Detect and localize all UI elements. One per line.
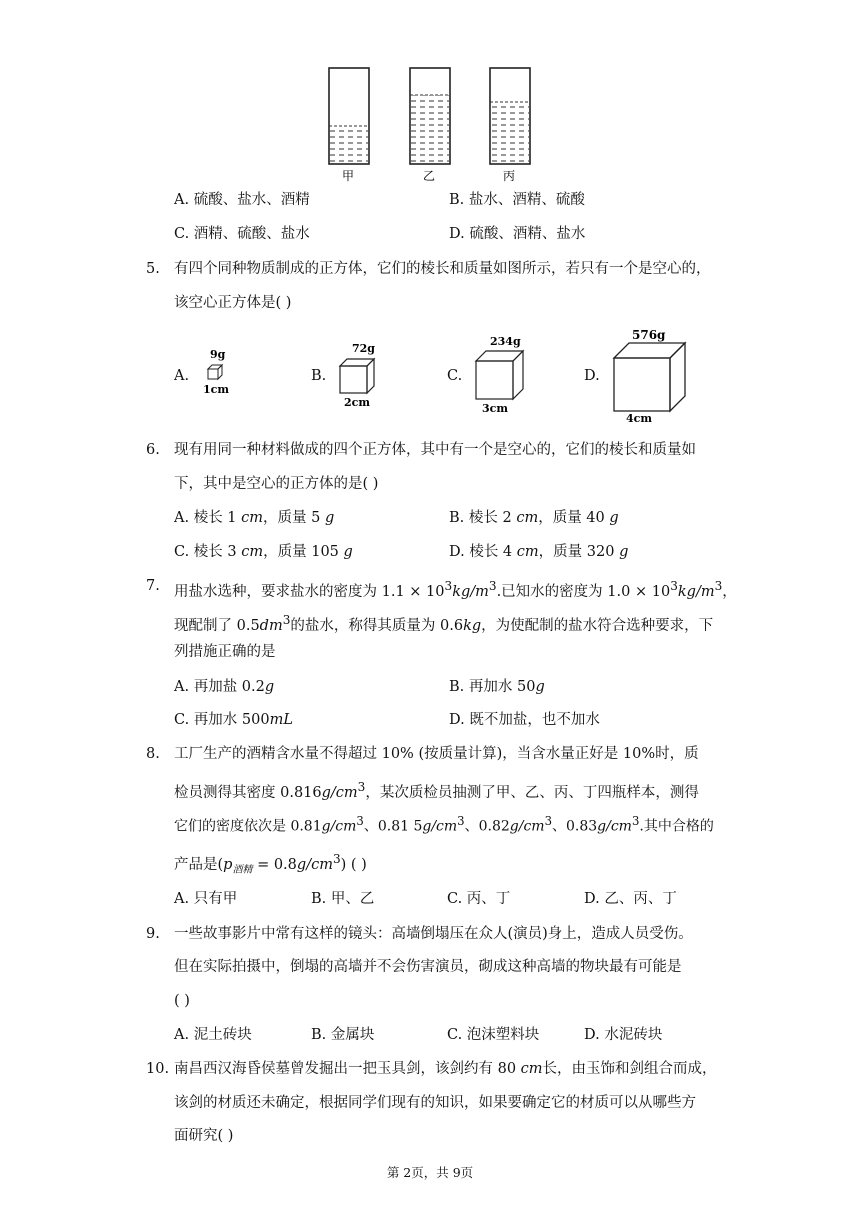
cube-edge-label: 3cm xyxy=(482,402,508,415)
q5-number: 5. xyxy=(146,261,160,277)
q7-stem-line1: 用盐水选种，要求盐水的密度为 $1.1 \times 10^3kg/m^3$.已知水的密度为 $1.0 \times 10^3kg/m^3$， xyxy=(174,579,737,600)
option-text: A. 再加盐 0.2 xyxy=(174,679,265,695)
q10-stem-line3: 面研究( ) xyxy=(174,1128,234,1144)
q10-stem-line2: 该剑的材质还未确定，根据同学们现有的知识，如果要确定它的材质可以从哪些方 xyxy=(174,1095,696,1111)
q5-stem-line1: 有四个同种物质制成的正方体，它们的棱长和质量如图所示，若只有一个是空心的， xyxy=(174,261,711,277)
q9-stem-line3: ( ) xyxy=(174,993,190,1009)
cube-mass-label: 576g xyxy=(632,328,666,342)
q5-cube-d xyxy=(606,325,696,425)
q8-stem-line3: 它们的密度依次是 $0.81g/cm^3$、0.81 $5g/cm^3$、$0.82g/cm^3$、$0.83g/cm^3$.其中合格的 xyxy=(174,814,714,835)
q5-option-a-letter[interactable]: A. xyxy=(174,368,190,384)
q7-stem-line3: 列措施正确的是 xyxy=(174,644,276,660)
q4-option-a[interactable] xyxy=(174,190,310,210)
q4-option-b[interactable] xyxy=(449,190,585,210)
cube-edge-label: 2cm xyxy=(344,396,370,409)
q6-option-c[interactable] xyxy=(174,542,353,562)
q6-stem-line2: 下，其中是空心的正方体的是( ) xyxy=(174,476,379,492)
q8-option-a[interactable]: A. 只有甲 xyxy=(174,891,238,907)
beaker-jia xyxy=(329,68,369,164)
unit: g xyxy=(619,544,629,560)
page-footer: 第 2页，共 9页 xyxy=(386,1165,474,1180)
beaker-label-bing: 丙 xyxy=(503,169,516,183)
q6-option-b[interactable] xyxy=(449,508,619,528)
q8-option-b[interactable]: B. 甲、乙 xyxy=(311,891,375,907)
beaker-label-jia: 甲 xyxy=(342,169,355,183)
q8-number: 8. xyxy=(146,746,160,762)
q9-number: 9. xyxy=(146,926,160,942)
q5-cube-a xyxy=(198,345,238,397)
q5-option-c-letter[interactable]: C. xyxy=(447,368,463,384)
q6-option-d[interactable] xyxy=(449,542,628,562)
option-text: D. 棱长 4 xyxy=(449,544,517,560)
unit: g xyxy=(535,679,545,695)
option-text: 硫酸、盐水、酒精 xyxy=(193,192,310,208)
q4-option-d[interactable] xyxy=(449,224,585,244)
unit: cm xyxy=(516,544,539,560)
cube-edge-label: 4cm xyxy=(626,412,652,425)
cube-mass-label: 72g xyxy=(352,342,375,355)
beaker-bing xyxy=(490,68,530,164)
q7-stem-line2: 现配制了 $0.5dm^3$的盐水，称得其质量为 0.6kg，为使配制的盐水符合选种要求，下 xyxy=(174,613,714,634)
option-letter: B. xyxy=(449,192,465,208)
beaker-label-yi: 乙 xyxy=(423,169,436,183)
option-text: ，质量 105 xyxy=(263,544,344,560)
q9-option-a[interactable]: A. 泥土砖块 xyxy=(174,1027,252,1043)
q8-stem-line1: 工厂生产的酒精含水量不得超过 10% (按质量计算)，当含水量正好是 10%时，质 xyxy=(174,746,699,762)
cube-edge-label: 1cm xyxy=(203,383,229,396)
cube-mass-label: 9g xyxy=(210,348,226,361)
q6-stem-line1: 现有用同一种材料做成的四个正方体，其中有一个是空心的，它们的棱长和质量如 xyxy=(174,442,696,458)
option-text: ，质量 5 xyxy=(263,510,325,526)
q8-stem-line2: 检员测得其密度 $0.816g/cm^3$，某次质检员抽测了甲、乙、丙、丁四瓶样本，测得 xyxy=(174,780,699,801)
q5-option-b-letter[interactable]: B. xyxy=(311,368,327,384)
q7-option-d[interactable]: D. 既不加盐，也不加水 xyxy=(449,712,600,728)
option-text: B. 再加水 50 xyxy=(449,679,536,695)
option-text: B. 棱长 2 xyxy=(449,510,517,526)
q5-option-d-letter[interactable]: D. xyxy=(584,368,600,384)
q9-stem-line1: 一些故事影片中常有这样的镜头：高墙倒塌压在众人(演员)身上，造成人员受伤。 xyxy=(174,926,693,942)
option-text: 硫酸、酒精、盐水 xyxy=(469,226,586,242)
option-letter: D. xyxy=(449,226,465,242)
option-text: C. 棱长 3 xyxy=(174,544,242,560)
unit: cm xyxy=(241,510,264,526)
q7-option-c[interactable] xyxy=(174,710,293,730)
q5-stem-line2: 该空心正方体是( ) xyxy=(174,295,292,311)
option-text: A. 棱长 1 xyxy=(174,510,242,526)
unit: g xyxy=(264,679,275,695)
q7-option-b[interactable] xyxy=(449,677,545,697)
unit: g xyxy=(609,510,619,526)
q6-number: 6. xyxy=(146,442,160,458)
q10-stem-line1: 南昌西汉海昏侯墓曾发掘出一把玉具剑，该剑约有 80 cm长，由玉饰和剑组合而成， xyxy=(174,1061,717,1077)
beakers-figure xyxy=(320,62,560,186)
q5-cube-c xyxy=(470,333,530,417)
q9-option-c[interactable]: C. 泡沫塑料块 xyxy=(447,1027,540,1043)
q4-option-c[interactable] xyxy=(174,224,310,244)
option-text: ，质量 40 xyxy=(538,510,610,526)
q8-stem-line4: 产品是$(p_{酒精} = 0.8g/cm^3)$ ( ) xyxy=(174,852,367,876)
beaker-yi xyxy=(410,68,450,164)
unit: g xyxy=(343,544,353,560)
q9-option-b[interactable]: B. 金属块 xyxy=(311,1027,375,1043)
q9-stem-line2: 但在实际拍摄中，倒塌的高墙并不会伤害演员，砌成这种高墙的物块最有可能是 xyxy=(174,959,682,975)
cube-mass-label: 234g xyxy=(490,335,521,348)
option-letter: A. xyxy=(174,192,190,208)
q9-option-d[interactable]: D. 水泥砖块 xyxy=(584,1027,663,1043)
unit: cm xyxy=(516,510,539,526)
unit: mL xyxy=(269,712,293,728)
q6-option-a[interactable] xyxy=(174,508,334,528)
unit: cm xyxy=(241,544,264,560)
option-letter: C. xyxy=(174,226,190,242)
q8-option-d[interactable]: D. 乙、丙、丁 xyxy=(584,891,677,907)
q7-option-a[interactable] xyxy=(174,677,274,697)
option-text: 酒精、硫酸、盐水 xyxy=(193,226,310,242)
option-text: ，质量 320 xyxy=(538,544,620,560)
option-text: C. 再加水 500 xyxy=(174,712,270,728)
q8-option-c[interactable]: C. 丙、丁 xyxy=(447,891,511,907)
q7-number: 7. xyxy=(146,578,160,594)
unit: g xyxy=(324,510,335,526)
q10-number: 10. xyxy=(146,1061,170,1077)
q5-cube-b xyxy=(334,340,384,410)
option-text: 盐水、酒精、硫酸 xyxy=(468,192,585,208)
